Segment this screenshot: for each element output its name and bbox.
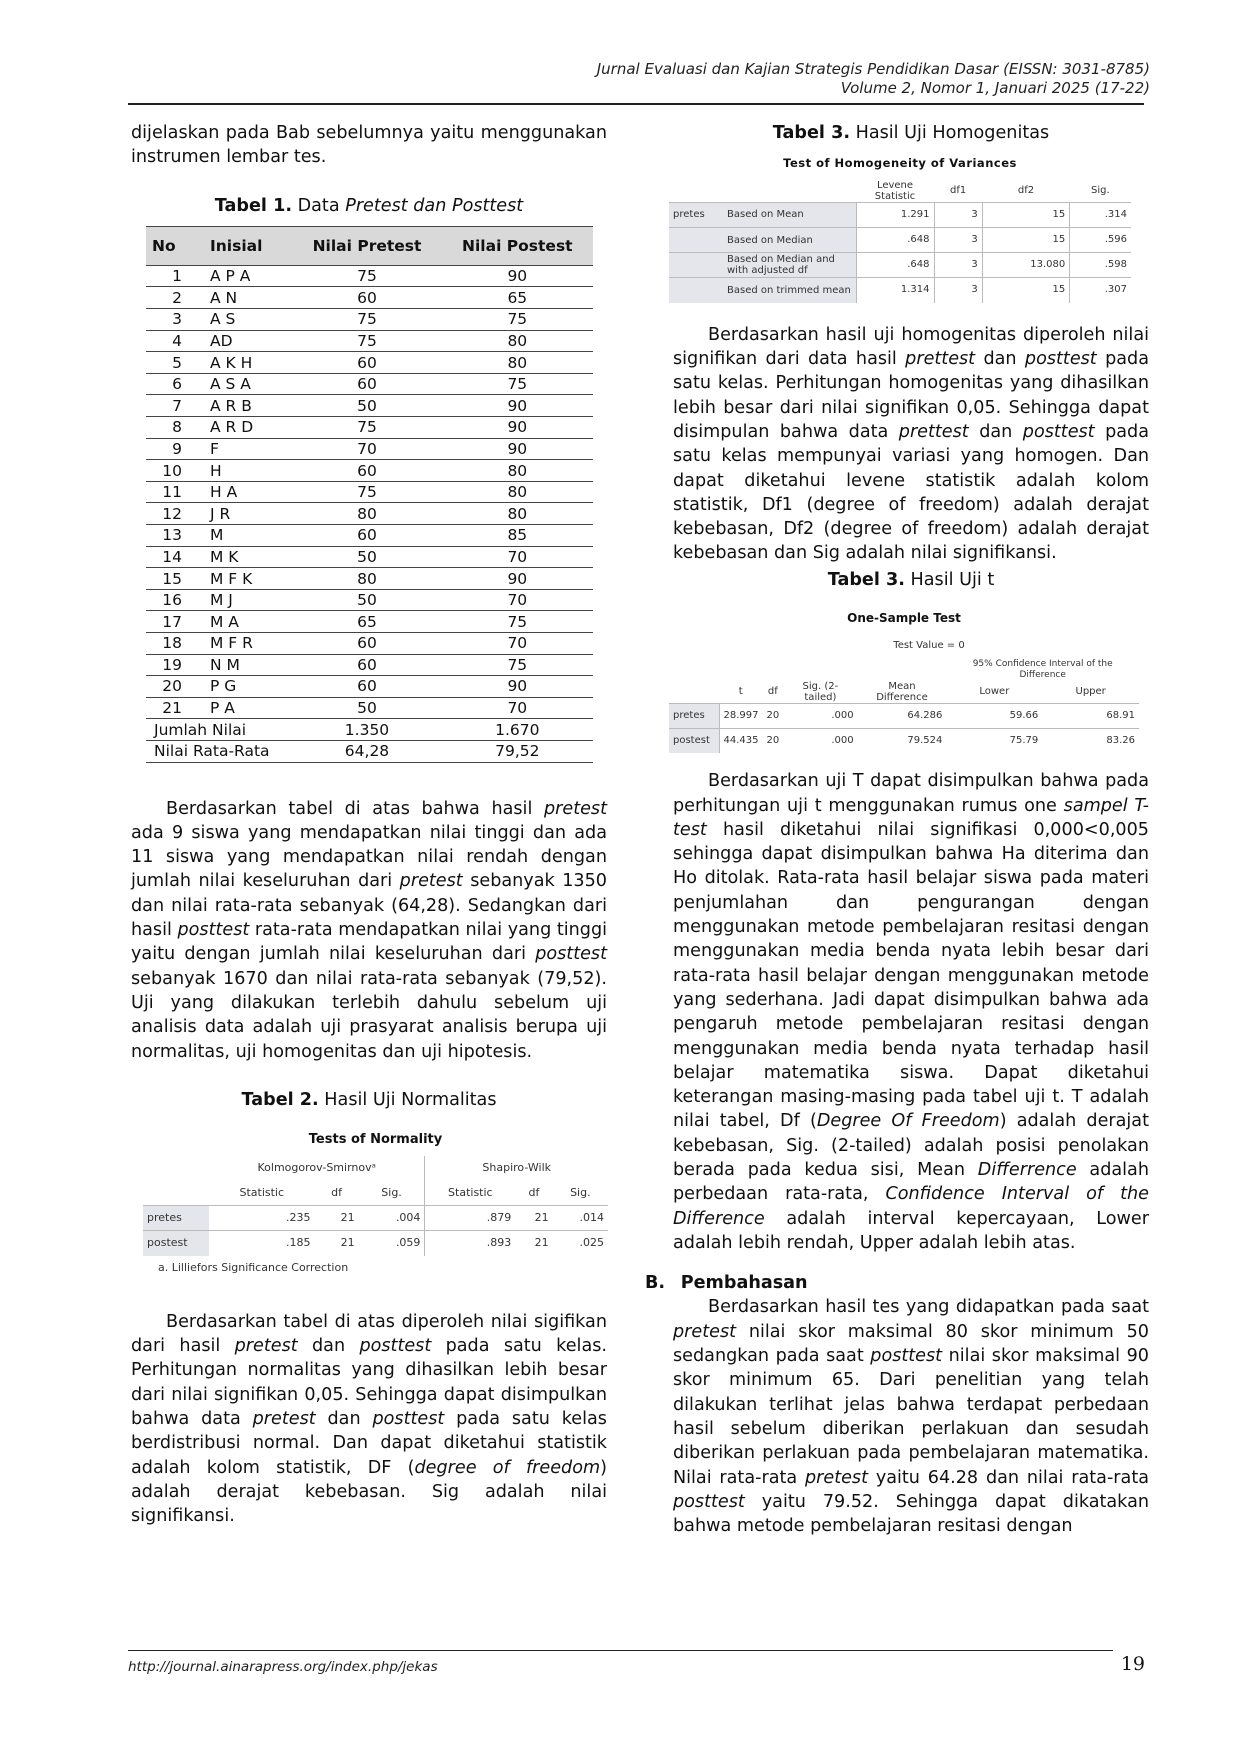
cell-no: 4 (146, 330, 204, 352)
cell-no: 13 (146, 525, 204, 547)
table4-caption (673, 568, 1149, 592)
text-run: Differrence (977, 1159, 1077, 1180)
row-var (669, 278, 723, 303)
table3-homogeneity (669, 151, 1131, 302)
table4-header: df (767, 686, 778, 698)
table-row (143, 1206, 608, 1231)
table3-cell: .596 (1070, 227, 1131, 252)
table2-cell: .893 (425, 1231, 515, 1256)
table3-header: Sig. (1091, 185, 1110, 197)
table-row (146, 417, 593, 439)
paragraph-homogeneity (673, 323, 1149, 566)
cell-no: 19 (146, 654, 204, 676)
table1-body (146, 265, 593, 762)
paragraph-pretest-results (131, 797, 607, 1064)
cell-inisial: M A (204, 611, 292, 633)
cell-no: 10 (146, 460, 204, 482)
row-label: Based on trimmed mean (723, 278, 856, 303)
cell-no: 17 (146, 611, 204, 633)
text-run: pretest (543, 798, 607, 819)
text-run: posttest (1022, 421, 1095, 442)
cell-no: 8 (146, 417, 204, 439)
cell-pretest: 60 (292, 460, 441, 482)
table-row (669, 728, 1139, 753)
table3-header: df2 (1017, 185, 1035, 197)
cell-postest: 80 (442, 460, 593, 482)
table-row (146, 525, 593, 547)
text-run: sebanyak 1350 dan nilai rata-rata sebanyak (64,28). Sedangkan dari hasil (131, 871, 607, 941)
table4-header: t (738, 686, 743, 698)
cell-postest: 85 (442, 525, 593, 547)
table2-cell: .014 (553, 1206, 608, 1231)
table-row (146, 373, 593, 395)
journal-volume: Volume 2, Nomor 1, Januari 2025 (17-22) (840, 79, 1150, 97)
cell-inisial: N M (204, 654, 292, 676)
cell-inisial: M K (204, 546, 292, 568)
table4-title: One-Sample Test (847, 611, 961, 626)
row-var: pretes (669, 202, 723, 227)
cell-pretest: 60 (292, 525, 441, 547)
cell-pretest: 60 (292, 632, 441, 654)
table-row (146, 287, 593, 309)
table3-caption (673, 121, 1149, 145)
table2-subheader: df (528, 1185, 540, 1199)
page-number: 19 (1120, 1653, 1145, 1675)
table3-cell: .307 (1070, 278, 1131, 303)
cell-postest: 90 (442, 395, 593, 417)
footer-rule (128, 1650, 1113, 1651)
cell-inisial: P G (204, 676, 292, 698)
table4-cell: 59.66 (946, 703, 1042, 728)
cell-pretest: 65 (292, 611, 441, 633)
paragraph-normality (131, 1310, 607, 1529)
text-run: adalah perbedaan rata-rata, (673, 1159, 1149, 1205)
text-run: dan (968, 421, 1023, 442)
table-row (146, 438, 593, 460)
cell-postest: 90 (442, 265, 593, 287)
cell-pretest: 75 (292, 265, 441, 287)
footer-label: Jumlah Nilai (146, 719, 292, 741)
table1-caption-italic: Pretest dan Posttest (345, 195, 524, 216)
cell-no: 2 (146, 287, 204, 309)
cell-pretest: 50 (292, 395, 441, 417)
cell-pretest: 75 (292, 417, 441, 439)
text-run: posttest (372, 1409, 445, 1430)
text-run: pretest (234, 1336, 298, 1357)
text-run: yaitu 79.52. Sehingga dapat dikatakan bahwa metode pembelajaran resitasi dengan (673, 1491, 1149, 1537)
table4-test-value: Test Value = 0 (893, 640, 965, 652)
cell-postest: 75 (442, 654, 593, 676)
cell-inisial: H A (204, 481, 292, 503)
table3-cell: 1.314 (856, 278, 934, 303)
table-row (669, 227, 1131, 252)
table4-grid (669, 634, 1139, 753)
table-row (146, 654, 593, 676)
table3-header: df1 (949, 185, 967, 197)
table3-header: Levene Statistic (874, 179, 916, 202)
text-run: Confidence Interval of the Difference (673, 1184, 1149, 1229)
text-run: pretest (673, 1321, 737, 1342)
cell-postest: 75 (442, 611, 593, 633)
text-run: posttest (359, 1336, 432, 1357)
spacer (143, 1181, 209, 1206)
table-row (146, 460, 593, 482)
table2-cell: 21 (315, 1231, 359, 1256)
cell-no: 1 (146, 265, 204, 287)
cell-no: 18 (146, 632, 204, 654)
table2-cell: 21 (515, 1206, 552, 1231)
cell-postest: 70 (442, 589, 593, 611)
table2-subheader: Statistic (239, 1185, 285, 1199)
cell-no: 5 (146, 352, 204, 374)
text-run: pretest (804, 1467, 868, 1488)
table2-subheader: Statistic (425, 1181, 515, 1206)
table-row (146, 503, 593, 525)
table3-cell: .648 (856, 227, 934, 252)
cell-no: 7 (146, 395, 204, 417)
cell-postest: 90 (442, 568, 593, 590)
table2-caption (131, 1088, 607, 1112)
table3-caption-text: Hasil Uji Homogenitas (850, 123, 1050, 143)
table3-cell: .314 (1070, 202, 1131, 227)
table2-caption-text: Hasil Uji Normalitas (318, 1089, 497, 1110)
cell-inisial: A R B (204, 395, 292, 417)
row-label: pretes (669, 703, 719, 728)
cell-no: 16 (146, 589, 204, 611)
section-title: Pembahasan (680, 1273, 808, 1294)
cell-inisial: P A (204, 697, 292, 719)
table3-cell: 15 (982, 202, 1070, 227)
cell-pretest: 50 (292, 589, 441, 611)
row-label: Based on Mean (723, 202, 856, 227)
cell-pretest: 60 (292, 373, 441, 395)
cell-postest: 90 (442, 438, 593, 460)
table2-cell: .879 (425, 1206, 515, 1231)
text-run: posttest (535, 944, 607, 965)
table-row (669, 202, 1131, 227)
table3-cell: 3 (934, 278, 982, 303)
table-row (146, 676, 593, 698)
table2-normality (143, 1128, 608, 1280)
text-run: dan (975, 349, 1025, 370)
cell-no: 20 (146, 676, 204, 698)
table3-cell: .598 (1070, 253, 1131, 278)
table-row (143, 1231, 608, 1256)
table-footer-row (146, 740, 593, 762)
text-run: sebanyak 1670 dan nilai rata-rata sebanyak (79,52). Uji yang dilakukan terlebih dahulu sebelum uji analisis data adalah uji prasyarat analisis berupa uji normalitas, uji homogenitas dan uji hipotesis. (131, 968, 607, 1062)
text-run: nilai skor maksimal 90 skor minimum 65. Dari penelitian yang telah dilakukan terlihat jelas bahwa terdapat perbedaan hasil sebelum diberikan perlakuan dan sesudah diberikan perlakuan pada pembelajaran matematika. Nilai rata-rata (673, 1346, 1149, 1488)
cell-postest: 90 (442, 676, 593, 698)
table3-title: Test of Homogeneity of Variances (783, 156, 1017, 171)
table2-cell: .004 (359, 1206, 425, 1231)
table2-subheader: Sig. (381, 1185, 402, 1199)
cell-postest: 90 (442, 417, 593, 439)
footer-url[interactable]: http://journal.ainarapress.org/index.php/jekas (128, 1659, 438, 1675)
cell-inisial: H (204, 460, 292, 482)
table1-pretest-posttest (146, 226, 593, 763)
cell-no: 12 (146, 503, 204, 525)
cell-pretest: 60 (292, 352, 441, 374)
cell-pretest: 60 (292, 287, 441, 309)
table4-cell: 20 (763, 703, 784, 728)
row-label: postest (669, 728, 719, 753)
table1-header-no: No (146, 226, 204, 265)
cell-inisial: A R D (204, 417, 292, 439)
spacer (669, 180, 723, 203)
table4-caption-label: Tabel 3. (827, 569, 905, 590)
table-row (669, 703, 1139, 728)
table4-cell: .000 (783, 728, 857, 753)
footer-label: Nilai Rata-Rata (146, 740, 292, 762)
text-run: posttest (177, 920, 250, 941)
cell-pretest: 60 (292, 676, 441, 698)
cell-pretest: 75 (292, 330, 441, 352)
table-row (669, 253, 1131, 278)
cell-pretest: 50 (292, 697, 441, 719)
text-run: pada satu kelas. Perhitungan homogenitas yang dihasilkan lebih besar dari nilai signifikan 0,05. Sehingga dapat disimpulan bahwa data (673, 349, 1149, 442)
footer-value: 79,52 (442, 740, 593, 762)
cell-no: 21 (146, 697, 204, 719)
cell-pretest: 75 (292, 481, 441, 503)
cell-postest: 80 (442, 481, 593, 503)
cell-inisial: A N (204, 287, 292, 309)
text-run: hasil diketahui nilai signifikasi 0,000<0,005 sehingga dapat disimpulkan bahwa Ha diterima dan Ho ditolak. Rata-rata hasil belajar siswa pada materi penjumlahan dan pengurangan dengan menggunakan metode pembelajaran resitasi dengan menggunakan media benda nyata lebih besar dari rata-rata hasil belajar dengan menggunakan metode yang sederhana. Jadi dapat disimpulkan bahwa ada pengaruh metode pembelajaran resitasi dengan menggunakan media benda nyata terhadap hasil belajar matematika siswa. Dapat diketahui keterangan masing-masing pada tabel uji t. T adalah nilai tabel, Df ( (673, 819, 1149, 1132)
cell-postest: 75 (442, 373, 593, 395)
cell-postest: 70 (442, 697, 593, 719)
cell-pretest: 80 (292, 503, 441, 525)
table1-caption (131, 194, 607, 218)
table4-cell: 44.435 (719, 728, 763, 753)
table3-caption-label: Tabel 3. (772, 123, 851, 143)
cell-no: 3 (146, 309, 204, 331)
table1-header-pretest: Nilai Pretest (292, 226, 441, 265)
table3-cell: 13.080 (982, 253, 1070, 278)
cell-pretest: 80 (292, 568, 441, 590)
footer-value: 64,28 (292, 740, 441, 762)
text-run: pada satu kelas mempunyai variasi yang homogen. Dan dapat diketahui levene statistik adalah kolom statistik, Df1 (degree of freedom) adalah derajat kebebasan, Df2 (degree of freedom) adalah derajat kebebasan dan Sig adalah nilai signifikansi. (673, 421, 1149, 564)
footer-value: 1.350 (292, 719, 441, 741)
row-label: Based on Median and with adjusted df (723, 253, 856, 278)
row-label: postest (143, 1231, 209, 1256)
cell-no: 14 (146, 546, 204, 568)
cell-postest: 80 (442, 503, 593, 525)
table2-cell: .025 (553, 1231, 608, 1256)
table-row (146, 697, 593, 719)
text-run: prettest (905, 349, 976, 370)
text-run: ada 9 siswa yang mendapatkan nilai tinggi dan ada 11 siswa yang mendapatkan nilai rendah dengan jumlah nilai keseluruhan dari (131, 822, 607, 892)
text-run: Berdasarkan hasil tes yang didapatkan pada saat (708, 1297, 1149, 1318)
table4-ci-header: 95% Confidence Interval of the Difference (972, 658, 1113, 680)
left-column (131, 0, 607, 1529)
paragraph-t-test (673, 769, 1149, 1255)
row-label: Based on Median (723, 227, 856, 252)
section-heading (645, 1271, 1149, 1295)
table-row (146, 330, 593, 352)
table-row (146, 632, 593, 654)
table4-cell: 79.524 (858, 728, 947, 753)
cell-inisial: AD (204, 330, 292, 352)
table1-caption-label: Tabel 1. (214, 195, 293, 216)
table2-group-ks: Kolmogorov-Smirnovᵃ (257, 1161, 376, 1175)
cell-inisial: J R (204, 503, 292, 525)
table-row (669, 278, 1131, 303)
table3-cell: 1.291 (856, 202, 934, 227)
table3-grid (669, 180, 1131, 303)
cell-postest: 70 (442, 632, 593, 654)
text-run: pada satu kelas berdistribusi normal. Dan dapat diketahui statistik adalah kolom statistik, DF ( (131, 1409, 607, 1478)
journal-title: Jurnal Evaluasi dan Kajian Strategis Pendidikan Dasar (EISSN: 3031-8785) (596, 60, 1150, 78)
table4-header: Upper (1075, 686, 1106, 698)
table2-group-sw: Shapiro-Wilk (425, 1156, 608, 1180)
table2-cell: .185 (209, 1231, 315, 1256)
table-row (146, 589, 593, 611)
text-run: adalah interval kepercayaan, Lower adalah lebih rendah, Upper adalah lebih atas. (673, 1208, 1149, 1253)
table-row (146, 265, 593, 287)
cell-postest: 75 (442, 309, 593, 331)
table-row (146, 352, 593, 374)
cell-postest: 65 (442, 287, 593, 309)
table3-cell: .648 (856, 253, 934, 278)
section-label: B. (645, 1273, 666, 1294)
paragraph-pembahasan (673, 1295, 1149, 1538)
table2-cell: 21 (315, 1206, 359, 1231)
table-footer-row (146, 719, 593, 741)
text-run: dan (315, 1409, 373, 1430)
table-row (146, 481, 593, 503)
text-run: Berdasarkan tabel di atas bahwa hasil (166, 798, 544, 819)
text-run: pretest (252, 1409, 316, 1430)
cell-pretest: 50 (292, 546, 441, 568)
table4-caption-text: Hasil Uji t (904, 569, 995, 590)
table2-subheader: df (331, 1185, 342, 1199)
cell-no: 6 (146, 373, 204, 395)
table4-cell: 83.26 (1042, 728, 1139, 753)
table2-note: a. Lilliefors Significance Correction (158, 1260, 349, 1274)
table4-t-test (669, 606, 1139, 753)
table4-cell: 64.286 (858, 703, 947, 728)
table2-grid (143, 1156, 608, 1255)
text-run: ) adalah derajat kebebasan, Sig. (2-tailed) adalah posisi penolakan berada pada kedua sisi, Mean (673, 1111, 1149, 1180)
text-run: pada satu kelas. Perhitungan normalitas yang dihasilkan lebih besar dari nilai signifikan 0,05. Sehingga dapat disimpulkan bahwa data (131, 1336, 607, 1430)
text-run: yaitu 64.28 dan nilai rata-rata (868, 1467, 1149, 1488)
right-column (645, 0, 1149, 1538)
text-run: posttest (673, 1491, 745, 1512)
cell-pretest: 70 (292, 438, 441, 460)
table4-cell: 28.997 (719, 703, 763, 728)
spacer (723, 180, 856, 203)
text-run: Berdasarkan tabel di atas diperoleh nilai sigifikan dari hasil (131, 1311, 607, 1357)
row-var (669, 253, 723, 278)
table-row (146, 568, 593, 590)
cell-pretest: 75 (292, 309, 441, 331)
table2-caption-label: Tabel 2. (241, 1089, 319, 1110)
text-run: Degree Of Freedom (816, 1111, 1000, 1132)
table4-header: Mean Difference (876, 680, 928, 703)
table3-cell: 15 (982, 227, 1070, 252)
text-run: rata-rata mendapatkan nilai yang tinggi yaitu dengan jumlah nilai keseluruhan dari (131, 920, 607, 965)
table-row (146, 546, 593, 568)
cell-inisial: M J (204, 589, 292, 611)
text-run: Berdasarkan uji T dapat disimpulkan bahwa pada perhitungan uji t menggunakan rumus one (673, 771, 1149, 816)
text-run: ) adalah derajat kebebasan. Sig adalah nilai signifikansi. (131, 1457, 607, 1527)
cell-inisial: A S A (204, 373, 292, 395)
cell-inisial: A S (204, 309, 292, 331)
text-run: prettest (898, 421, 969, 442)
table2-subheader: Sig. (570, 1185, 591, 1199)
cell-inisial: M F R (204, 632, 292, 654)
cell-pretest: 60 (292, 654, 441, 676)
cell-postest: 80 (442, 352, 593, 374)
text-run: posttest (1024, 349, 1097, 370)
table3-cell: 3 (934, 227, 982, 252)
table3-cell: 15 (982, 278, 1070, 303)
row-var (669, 227, 723, 252)
intro-paragraph: dijelaskan pada Bab sebelumnya yaitu menggunakan instrumen lembar tes. (131, 123, 607, 168)
table4-cell: 68.91 (1042, 703, 1139, 728)
table4-header: Lower (979, 686, 1010, 698)
table2-cell: 21 (515, 1231, 552, 1256)
table-row (146, 309, 593, 331)
table2-cell: .059 (359, 1231, 425, 1256)
table4-header: Sig. (2-tailed) (802, 680, 839, 703)
table3-cell: 3 (934, 253, 982, 278)
text-run: pretest (399, 871, 463, 892)
table2-cell: .235 (209, 1206, 315, 1231)
table4-cell: 75.79 (946, 728, 1042, 753)
cell-postest: 70 (442, 546, 593, 568)
table-row (146, 611, 593, 633)
cell-inisial: A K H (204, 352, 292, 374)
cell-no: 11 (146, 481, 204, 503)
text-run: Berdasarkan hasil uji homogenitas diperoleh nilai signifikan dari data hasil (673, 324, 1149, 370)
table4-cell: 20 (763, 728, 784, 753)
cell-inisial: F (204, 438, 292, 460)
footer-value: 1.670 (442, 719, 593, 741)
cell-postest: 80 (442, 330, 593, 352)
text-run: sampel T-test (673, 795, 1149, 840)
cell-no: 9 (146, 438, 204, 460)
text-run: posttest (870, 1346, 943, 1367)
row-label: pretes (143, 1206, 209, 1231)
table2-title: Tests of Normality (308, 1132, 443, 1148)
text-run: nilai skor maksimal 80 skor minimum 50 sedangkan pada saat (673, 1321, 1149, 1367)
cell-inisial: M (204, 525, 292, 547)
text-run: degree of freedom (414, 1457, 601, 1478)
table1-header-inisial: Inisial (204, 226, 292, 265)
table4-cell: .000 (783, 703, 857, 728)
table-row (146, 395, 593, 417)
cell-no: 15 (146, 568, 204, 590)
spacer (669, 681, 719, 704)
table3-cell: 3 (934, 202, 982, 227)
table1-caption-text: Data (292, 195, 346, 216)
cell-inisial: M F K (204, 568, 292, 590)
table1-header-postest: Nilai Postest (442, 226, 593, 265)
text-run: dan (297, 1336, 360, 1357)
cell-inisial: A P A (204, 265, 292, 287)
